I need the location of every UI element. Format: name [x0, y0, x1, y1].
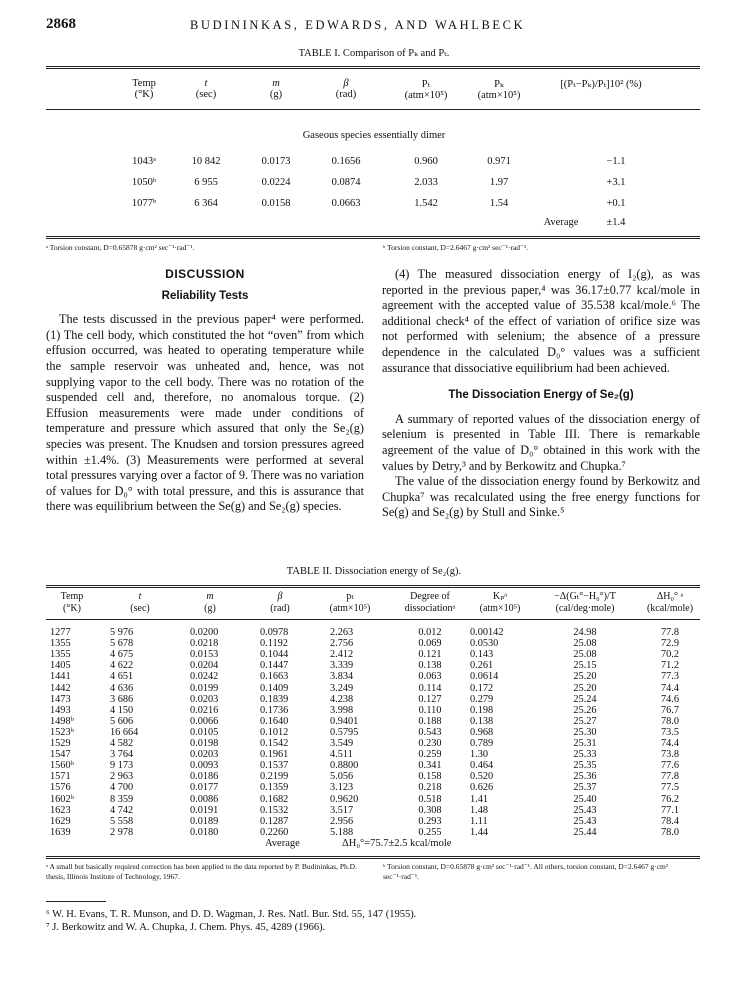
table-cell: 1602ᵇ: [50, 793, 74, 805]
table2-bottom-rule: [46, 856, 700, 859]
table-row: [50, 827, 700, 838]
table2-top-rule: [46, 585, 700, 588]
table-cell: 0.138: [418, 660, 442, 672]
table-cell: 1473: [50, 693, 71, 705]
table-cell: 0.0199: [190, 682, 219, 694]
table1-header-pk: Pₖ (atm×10⁵): [477, 79, 521, 101]
table-cell: 1523ᵇ: [50, 726, 74, 738]
table-cell: 0.293: [418, 815, 442, 827]
table-cell: 0.0204: [190, 660, 219, 672]
table-row: [50, 794, 700, 805]
table-cell: 5.056: [330, 771, 354, 783]
table-cell: 0.1663: [260, 671, 289, 683]
table-cell: 4 742: [110, 804, 134, 816]
table2-header-kp: Kₚᵃ (atm×10⁵): [479, 591, 521, 614]
table-cell: 0.255: [418, 826, 442, 838]
table-cell: 0.1359: [260, 782, 289, 794]
table-cell: 74.4: [660, 738, 680, 749]
table-row: [50, 782, 700, 793]
table-cell: 0.0189: [190, 815, 219, 827]
table-cell: 0.9401: [330, 715, 359, 727]
table-cell: 0.0066: [190, 715, 219, 727]
table-cell: 73.5: [660, 726, 680, 738]
table-cell: 25.37: [573, 782, 597, 794]
table-cell: 0.1961: [260, 749, 289, 761]
table2-header-mass: m (g): [204, 591, 216, 614]
table-cell: 2.412: [330, 649, 354, 661]
table-cell: 8 359: [110, 793, 134, 805]
table-cell: 16 664: [110, 726, 139, 738]
table-cell: 25.20: [573, 671, 597, 683]
table-cell: 0.1287: [260, 815, 289, 827]
table-cell: 0.0086: [190, 793, 219, 805]
table1-average-row: Average ±1.4: [543, 217, 626, 228]
table-cell: 0.1542: [260, 738, 289, 749]
table-cell: 2.263: [330, 627, 354, 638]
table-cell: 2.956: [330, 815, 354, 827]
table-cell: 0.230: [418, 738, 442, 749]
right-column: [382, 267, 700, 521]
table-cell: 0.1409: [260, 682, 289, 694]
references-rule: [46, 901, 106, 902]
table-cell: 0.0177: [190, 782, 219, 794]
table-cell: 25.44: [573, 826, 597, 838]
table-row: [50, 671, 700, 682]
table-cell: 1576: [50, 782, 71, 794]
table-cell: 5 606: [110, 715, 134, 727]
table-cell: 0.0218: [190, 638, 219, 650]
table-cell: 76.2: [660, 793, 680, 805]
table-cell: 3 686: [110, 693, 134, 705]
table-cell: 77.1: [660, 804, 680, 816]
table-cell: 3.339: [330, 660, 354, 672]
table2-footnote-a: ᵃ A small but basically required correction has been applied to the data reported by P. Budininkas, Ph.D. thesis, Illinois Institute of Technology, 1967.: [46, 862, 357, 881]
table-cell: 1442: [50, 682, 71, 694]
table-cell: 1639: [50, 826, 71, 838]
table-cell: 0.172: [470, 682, 494, 694]
table-cell: 5 558: [110, 815, 134, 827]
table-cell: 0.0203: [190, 693, 219, 705]
paragraph-reliability: The tests discussed in the previous paper⁴ were performed. (1) The cell body, which constituted the hot “oven” from which effusion occurred, was heated to operating temperature while the sample reservoir was unheated and, hence, was not supplying vapor to the cell body. There was no rotation of the suspended cell and, therefore, no anomalous torque. (2) Effusion measurements were made under conditions of temperature and pressure which assured that only the Se₂(g) species was present. The Knudsen and torsion pressures agreed within ±1.4%. (3) Measurements were performed at several total pressures varying over a factor of 9. There was no variation of values for D₀° with total pressure, and this is assurance that there was equilibrium between the Se(g) and Se₂(g) species.: [46, 312, 365, 514]
table-cell: 25.43: [573, 804, 597, 816]
table-cell: 0.0978: [260, 627, 289, 638]
table-cell: 0.110: [418, 704, 442, 716]
table2-average-label: Average: [265, 838, 300, 849]
table-cell: 0.127: [418, 693, 442, 705]
table-cell: 0.626: [470, 782, 494, 794]
table-cell: 77.8: [660, 627, 680, 638]
table-cell: 0.0191: [190, 804, 219, 816]
table2-header-rule: [46, 619, 700, 620]
table-cell: 1355: [50, 638, 71, 650]
paragraph-recalculation: The value of the dissociation energy found by Berkowitz and Chupka⁷ was recalculated using the free energy functions for Se(g) and Se₂(g) by Stull and Sinke.⁵: [382, 474, 700, 520]
table-cell: 0.114: [418, 682, 442, 694]
table-cell: 25.24: [573, 693, 597, 705]
table-cell: 4 675: [110, 649, 134, 661]
subsection-heading-dissociation: The Dissociation Energy of Se₂(g): [448, 389, 634, 402]
table-cell: 77.8: [660, 771, 680, 783]
table-row: [50, 749, 700, 760]
table-cell: 71.2: [660, 660, 680, 672]
table1-header-pt: Pₜ (atm×10⁵): [404, 79, 448, 101]
left-column: [46, 267, 364, 515]
table-cell: 0.218: [418, 782, 442, 794]
table-cell: 0.341: [418, 760, 442, 772]
subsection-heading-reliability: Reliability Tests: [161, 289, 249, 302]
table-cell: 0.543: [418, 726, 442, 738]
table-cell: 74.4: [660, 682, 680, 694]
table1-header-beta: β (rad): [335, 78, 357, 100]
table-cell: 0.0186: [190, 771, 219, 783]
table-cell: 3.249: [330, 682, 354, 694]
table-cell: 0.012: [418, 627, 442, 638]
table-cell: 25.31: [573, 738, 597, 749]
table-row: [50, 716, 700, 727]
table-cell: 1405: [50, 660, 71, 672]
table-cell: 78.0: [660, 715, 680, 727]
table-cell: 24.98: [573, 627, 597, 638]
table-cell: 76.7: [660, 704, 680, 716]
table-cell: 3.834: [330, 671, 354, 683]
table2-header-beta: β (rad): [270, 591, 290, 614]
table-row: [50, 760, 700, 771]
table-cell: 0.0200: [190, 627, 219, 638]
table-cell: 1441: [50, 671, 71, 683]
table-row: 1043ᵃ 10 842 0.0173 0.1656 0.960 0.971 −1.1: [132, 156, 626, 167]
table-cell: 0.1736: [260, 704, 289, 716]
table-cell: 0.261: [470, 660, 494, 672]
table-cell: 9 173: [110, 760, 134, 772]
table-cell: 1.41: [470, 793, 489, 805]
table-cell: 0.121: [418, 649, 442, 661]
table1-header-mass: m (g): [269, 78, 283, 100]
table-cell: 1.30: [470, 749, 489, 761]
table-cell: 4 582: [110, 738, 134, 749]
table-cell: 4.511: [330, 749, 353, 761]
table-row: 1050ᵇ 6 955 0.0224 0.0874 2.033 1.97 +3.1: [131, 177, 626, 188]
table-cell: 1571: [50, 771, 71, 783]
table2-caption: TABLE II. Dissociation energy of Se₂(g).: [286, 566, 462, 577]
table-row: [50, 816, 700, 827]
table-cell: 0.259: [418, 749, 442, 761]
reference-7: ⁷ J. Berkowitz and W. A. Chupka, J. Chem. Phys. 45, 4289 (1966).: [46, 922, 326, 933]
table-cell: 1493: [50, 704, 71, 716]
table-cell: 1623: [50, 804, 71, 816]
running-head: BUDININKAS, EDWARDS, AND WAHLBECK: [190, 18, 526, 32]
table-cell: 0.520: [470, 771, 494, 783]
table-cell: 25.08: [573, 649, 597, 661]
table-row: [50, 683, 700, 694]
table-cell: 25.20: [573, 682, 597, 694]
table-row: [50, 738, 700, 749]
table-cell: 3.517: [330, 804, 354, 816]
table-cell: 0.308: [418, 804, 442, 816]
table-cell: 0.1682: [260, 793, 289, 805]
table-cell: 0.968: [470, 726, 494, 738]
table-cell: 0.0203: [190, 749, 219, 761]
table-cell: 4.238: [330, 693, 354, 705]
table-cell: 0.5795: [330, 726, 359, 738]
table-cell: 2 963: [110, 771, 134, 783]
table-cell: 0.0105: [190, 726, 219, 738]
table-row: [50, 660, 700, 671]
table-cell: 0.2260: [260, 826, 289, 838]
table2-header-gibbs: −Δ(Gₜ°−H₀°)/T (cal/deg·mole): [554, 591, 616, 614]
table-cell: 0.518: [418, 793, 442, 805]
table-cell: 0.1192: [260, 638, 288, 650]
table-cell: 1529: [50, 738, 71, 749]
table-cell: 3 764: [110, 749, 134, 761]
table-cell: 1547: [50, 749, 71, 761]
table-row: [50, 649, 700, 660]
table-cell: 1.48: [470, 804, 489, 816]
table-cell: 25.08: [573, 638, 597, 650]
table2-header-dh: ΔH₀° ᵃ (kcal/mole): [646, 591, 694, 614]
table1-header-diff: [(Pₜ−Pₖ)/Pₜ]10² (%): [560, 79, 642, 90]
section-heading-discussion: DISCUSSION: [165, 267, 245, 281]
table-cell: 0.464: [470, 760, 494, 772]
table-cell: 5 976: [110, 627, 134, 638]
table-cell: 74.6: [660, 693, 680, 705]
table-cell: 0.0614: [470, 671, 499, 683]
table-cell: 25.15: [573, 660, 597, 672]
table-cell: 0.0153: [190, 649, 219, 661]
table-row: [50, 705, 700, 716]
table-cell: 4 700: [110, 782, 134, 794]
table-cell: 0.0198: [190, 738, 219, 749]
table-cell: 0.9620: [330, 793, 359, 805]
table-cell: 77.5: [660, 782, 680, 794]
table-cell: 25.26: [573, 704, 597, 716]
table-cell: 78.4: [660, 815, 680, 827]
table-cell: 4 651: [110, 671, 134, 683]
table1-caption: TABLE I. Comparison of Pₖ and Pₜ.: [298, 48, 450, 59]
table-cell: 0.158: [418, 771, 442, 783]
table-cell: 1560ᵇ: [50, 760, 74, 772]
table-cell: 1.44: [470, 826, 489, 838]
table2-header-temp: Temp (°K): [60, 591, 84, 614]
table2-header-pt: pₜ (atm×10⁵): [329, 591, 371, 614]
table1-header-time: t (sec): [195, 78, 217, 100]
table2-header-degree: Degree of dissociationᵃ: [404, 591, 456, 614]
table-cell: 0.138: [470, 715, 494, 727]
table-cell: 0.279: [470, 693, 494, 705]
table-cell: 78.0: [660, 826, 680, 838]
table-cell: 0.0093: [190, 760, 219, 772]
table-cell: 25.35: [573, 760, 597, 772]
table-cell: 0.0216: [190, 704, 219, 716]
table-cell: 77.3: [660, 671, 680, 683]
table-cell: 1498ᵇ: [50, 715, 74, 727]
table-cell: 0.1447: [260, 660, 289, 672]
table-row: [50, 694, 700, 705]
table-cell: 0.143: [470, 649, 494, 661]
table-cell: 0.063: [418, 671, 442, 683]
table-cell: 0.00142: [470, 627, 504, 638]
table1-bottom-rule: [46, 236, 700, 239]
table-cell: 70.2: [660, 649, 680, 661]
table-cell: 1355: [50, 649, 71, 661]
table-cell: 0.789: [470, 738, 494, 749]
table-cell: 3.549: [330, 738, 354, 749]
table-cell: 0.1012: [260, 726, 289, 738]
table-cell: 1.11: [470, 815, 488, 827]
table-cell: 0.069: [418, 638, 442, 650]
table1-header-temp: Temp (°K): [132, 78, 156, 100]
table-cell: 4 636: [110, 682, 134, 694]
table-cell: 0.1640: [260, 715, 289, 727]
table-row: [50, 771, 700, 782]
table-cell: 5 678: [110, 638, 134, 650]
table-cell: 25.40: [573, 793, 597, 805]
table-row: [50, 638, 700, 649]
table-cell: 25.43: [573, 815, 597, 827]
table-cell: 72.9: [660, 638, 680, 650]
table-cell: 2 978: [110, 826, 134, 838]
table2-footnote-b: ᵇ Torsion constant, D=0.65878 g·cm² sec⁻¹·rad⁻¹. All others, torsion constant, D=2.6467 g·cm² sec⁻¹·rad⁻¹.: [383, 862, 669, 881]
table-cell: 5.188: [330, 826, 354, 838]
paragraph-summary: A summary of reported values of the dissociation energy of selenium is presented in Table III. There is remarkable agreement of the value of D₀° obtained in this work with the values by Detry,³ and by Berkowitz and Chupka.⁷: [382, 411, 700, 473]
table1-subheader: Gaseous species essentially dimer: [302, 130, 446, 141]
table-cell: 0.0180: [190, 826, 219, 838]
table1-footnote-b: ᵇ Torsion constant, D=2.6467 g·cm² sec⁻¹·rad⁻¹.: [383, 243, 529, 252]
page-number: 2868: [46, 16, 76, 32]
table-cell: 77.6: [660, 760, 680, 772]
table2-header-time: t (sec): [130, 591, 150, 614]
table-cell: 0.0530: [470, 638, 499, 650]
table-cell: 0.188: [418, 715, 442, 727]
table-row: 1077ᵇ 6 364 0.0158 0.0663 1.542 1.54 +0.1: [131, 198, 626, 209]
table-cell: 1277: [50, 627, 71, 638]
table-cell: 4 622: [110, 660, 134, 672]
table1-header-rule: [46, 109, 700, 110]
table-cell: 0.0242: [190, 671, 219, 683]
table-cell: 0.8800: [330, 760, 359, 772]
reference-6: ⁶ W. H. Evans, T. R. Munson, and D. D. Wagman, J. Res. Natl. Bur. Std. 55, 147 (1955).: [46, 909, 417, 920]
table-row: [50, 727, 700, 738]
table-cell: 25.33: [573, 749, 597, 761]
table-cell: 3.998: [330, 704, 354, 716]
table-row: [50, 805, 700, 816]
table2-average-value: ΔH₀°=75.7±2.5 kcal/mole: [342, 838, 452, 849]
table-cell: 2.756: [330, 638, 354, 650]
table-row: [50, 627, 700, 638]
table-cell: 3.123: [330, 782, 354, 794]
paragraph-iodine-check: (4) The measured dissociation energy of I₂(g), as was reported in the previous paper,⁴ was 36.17±0.77 kcal/mole in agreement with the accepted value of 35.538 kcal/mole.⁶ The additional check⁴ of the effect of variation of orifice size was not performed with selenium; the absence of a pressure dependence in the calculated D₀° values was a sufficient assurance that dissociative equilibrium had been achieved.: [382, 267, 700, 375]
table-cell: 0.2199: [260, 771, 289, 783]
table-cell: 4 150: [110, 704, 134, 716]
table1-footnote-a: ᵃ Torsion constant, D=0.65878 g·cm² sec⁻¹·rad⁻¹.: [46, 243, 195, 252]
table-cell: 0.1044: [260, 649, 289, 661]
table-cell: 0.1532: [260, 804, 289, 816]
table-cell: 73.8: [660, 749, 680, 761]
table-cell: 0.198: [470, 704, 494, 716]
table-cell: 0.1839: [260, 693, 289, 705]
table-cell: 25.27: [573, 715, 597, 727]
table-cell: 1629: [50, 815, 71, 827]
table-cell: 25.30: [573, 726, 597, 738]
table-cell: 25.36: [573, 771, 597, 783]
table-cell: 0.1537: [260, 760, 289, 772]
